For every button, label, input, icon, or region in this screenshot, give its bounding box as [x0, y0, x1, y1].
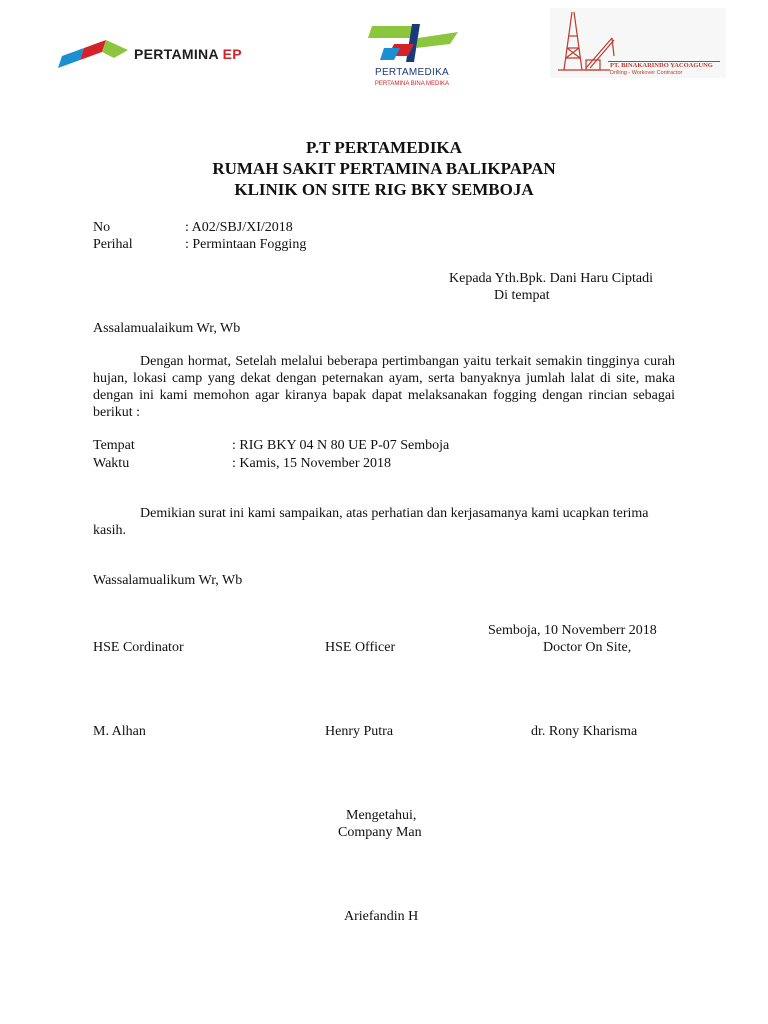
pertamina-arrow-icon	[48, 36, 134, 74]
role-hse-cordinator: HSE Cordinator	[93, 640, 184, 655]
perihal-label: Perihal	[93, 237, 133, 252]
pertamedika-wordmark: PERTAMEDIKA	[374, 67, 450, 78]
body-paragraph-2: Demikian surat ini kami sampaikan, atas perhatian dan kerjasamanya kami ucapkan terima kasih.	[93, 506, 649, 538]
greeting: Assalamualaikum Wr, Wb	[93, 321, 241, 336]
pertamina-ep-logo	[48, 36, 288, 74]
place-date: Semboja, 10 Novemberr 2018	[488, 623, 657, 638]
binakarindo-logo	[550, 8, 726, 78]
body-paragraph-1: Dengan hormat, Setelah melalui beberapa pertimbangan yaitu terkait semakin tingginya curah hujan, lokasi camp yang dekat dengan peternakan ayam, serta banyaknya jumlah lalat di site, maka dengan ini kami memohon agar kiranya bapak dapat melaksanakan fogging dengan rincian sebagai berikut :	[93, 354, 675, 420]
waktu-label: Waktu	[93, 456, 130, 471]
pertamedika-emblem-icon	[354, 22, 470, 64]
binakarindo-name: PT. BINAKARINDO YACOAGUNG	[610, 62, 713, 69]
acknowledged-name: Ariefandin H	[344, 909, 419, 924]
pertamina-ep-wordmark: PERTAMINA EP	[134, 46, 242, 62]
name-doctor-on-site: dr. Rony Kharisma	[531, 724, 638, 739]
name-hse-cordinator: M. Alhan	[93, 724, 146, 739]
perihal-value: : Permintaan Fogging	[185, 237, 307, 252]
recipient-line-1: Kepada Yth.Bpk. Dani Haru Ciptadi	[449, 271, 653, 286]
waktu-value: : Kamis, 15 November 2018	[232, 456, 392, 471]
header-line-2: RUMAH SAKIT PERTAMINA BALIKPAPAN	[212, 159, 556, 178]
header-line-1: P.T PERTAMEDIKA	[306, 138, 462, 157]
tempat-value: : RIG BKY 04 N 80 UE P-07 Semboja	[232, 438, 450, 453]
no-value: : A02/SBJ/XI/2018	[185, 220, 293, 235]
role-doctor-on-site: Doctor On Site,	[543, 640, 632, 655]
header-line-3: KLINIK ON SITE RIG BKY SEMBOJA	[234, 180, 534, 199]
tempat-label: Tempat	[93, 438, 135, 453]
acknowledged-role: Company Man	[338, 825, 422, 840]
binakarindo-subtitle: Drilling - Workover Contractor	[610, 70, 683, 76]
role-hse-officer: HSE Officer	[325, 640, 396, 655]
acknowledged-label: Mengetahui,	[346, 808, 417, 823]
closing: Wassalamualikum Wr, Wb	[93, 573, 243, 588]
no-label: No	[93, 220, 111, 235]
pertamedika-logo	[354, 22, 470, 87]
name-hse-officer: Henry Putra	[325, 724, 394, 739]
recipient-line-2: Di tempat	[494, 288, 550, 303]
pertamedika-subtitle: PERTAMINA BINA MEDIKA	[374, 81, 450, 87]
